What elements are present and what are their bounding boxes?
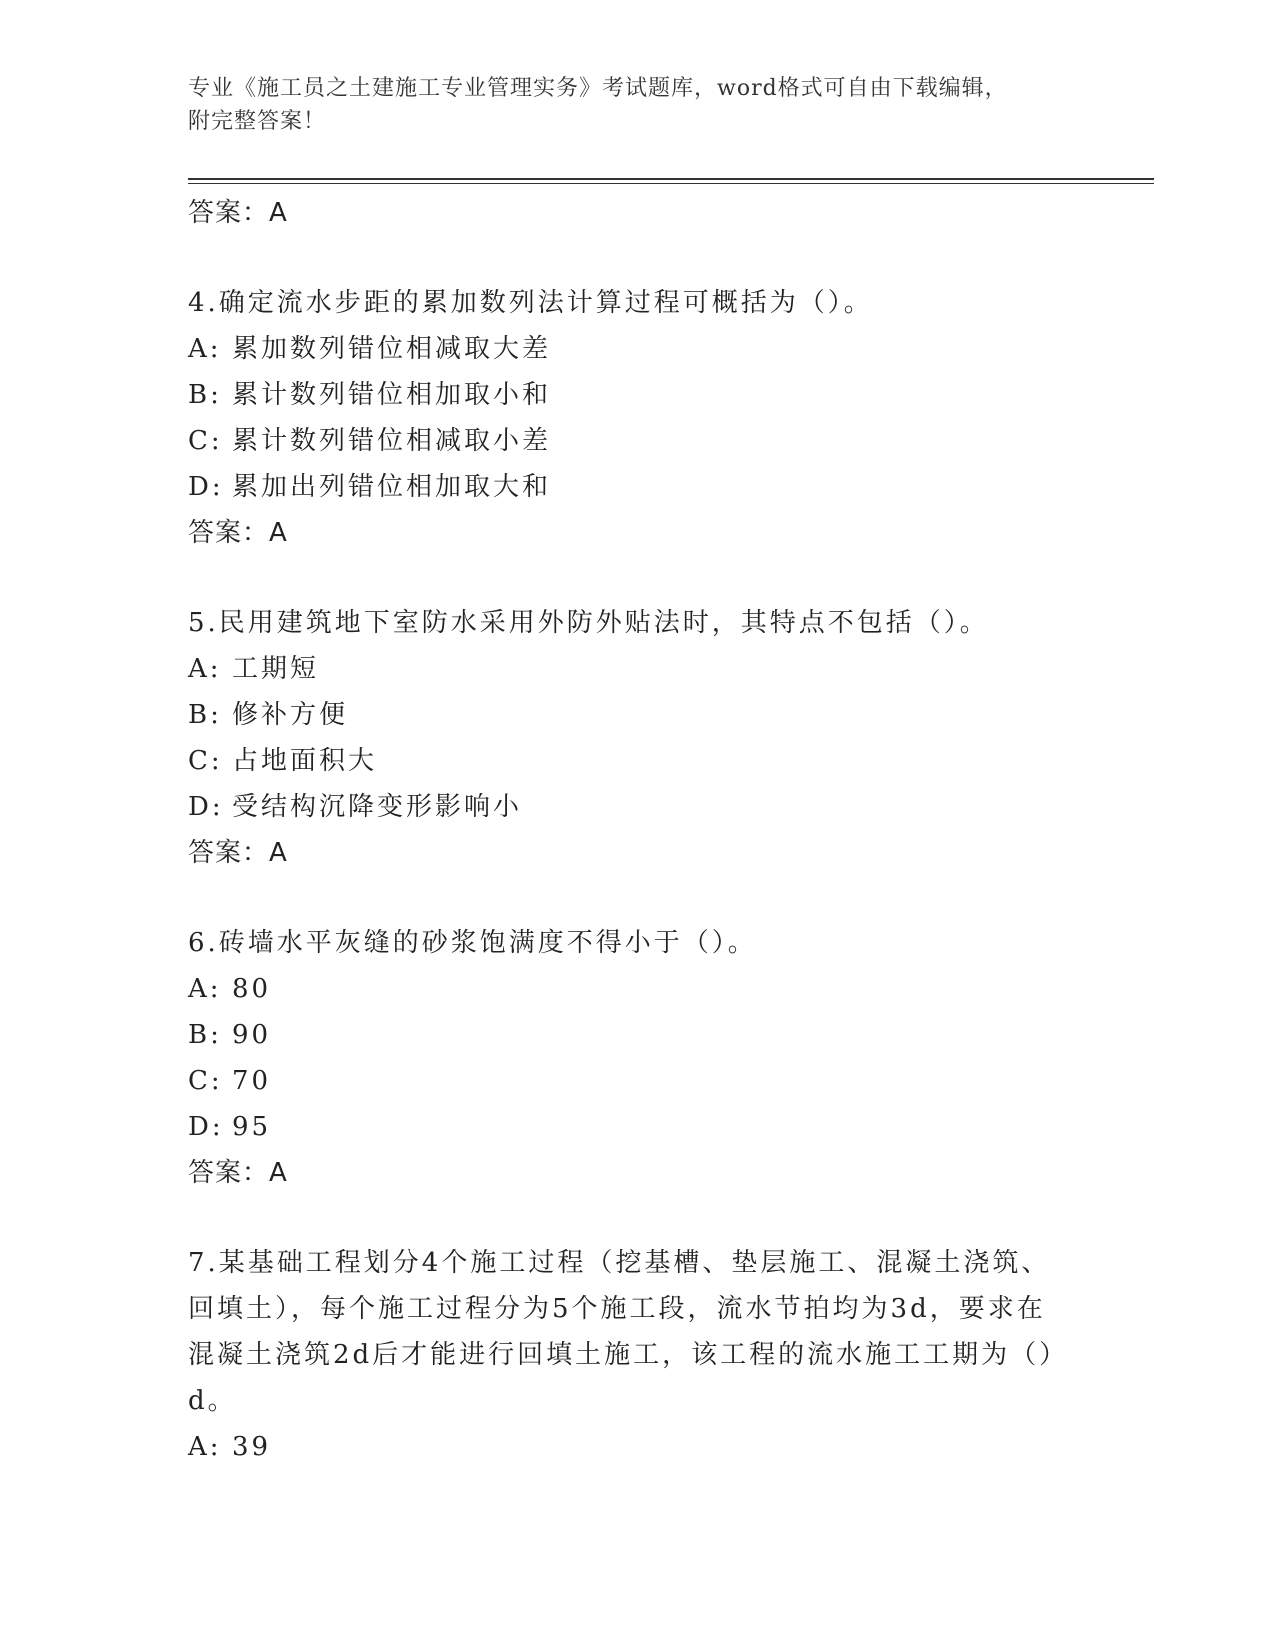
option-text: 39 — [232, 1432, 272, 1462]
question-stem: 5.民用建筑地下室防水采用外防外贴法时，其特点不包括（）。 — [188, 608, 989, 638]
option-a — [188, 1424, 1088, 1470]
option-key: A: — [188, 334, 222, 364]
question-stem: 4.确定流水步距的累加数列法计算过程可概括为（）。 — [188, 288, 873, 318]
header-divider-thick — [188, 178, 1154, 180]
question-item — [188, 1240, 1088, 1470]
option-a — [188, 326, 1088, 372]
option-c — [188, 738, 1088, 784]
document-header: 专业《施工员之土建施工专业管理实务》考试题库，word格式可自由下载编辑， 附完整答案！ — [188, 76, 1008, 134]
option-key: A: — [188, 974, 222, 1004]
question-stem: 6.砖墙水平灰缝的砂浆饱满度不得小于（）。 — [188, 928, 757, 958]
option-key: D: — [188, 1112, 224, 1142]
option-key: B: — [188, 700, 222, 730]
option-text: 90 — [232, 1020, 272, 1050]
option-d — [188, 784, 1088, 830]
option-key: A: — [188, 654, 222, 684]
option-key: B: — [188, 1020, 222, 1050]
answer-line: 答案：A — [188, 518, 288, 548]
option-text: 80 — [232, 974, 272, 1004]
option-b — [188, 692, 1088, 738]
option-d — [188, 464, 1088, 510]
option-text: 累加数列错位相减取大差 — [232, 334, 552, 364]
option-key: C: — [188, 746, 223, 776]
option-text: 受结构沉降变形影响小 — [232, 792, 523, 822]
option-key: A: — [188, 1432, 222, 1462]
option-key: D: — [188, 472, 224, 502]
option-text: 修补方便 — [232, 700, 349, 730]
option-key: D: — [188, 792, 224, 822]
option-b — [188, 372, 1088, 418]
option-c — [188, 418, 1088, 464]
option-c — [188, 1058, 1088, 1104]
question-item — [188, 920, 1088, 1196]
question-stem: 7.某基础工程划分4个施工过程（挖基槽、垫层施工、混凝土浇筑、 回填土），每个施工过程分为5个施工段，流水节拍均为3d，要求在 混凝土浇筑2d后才能进行回填土施工，该工程的流水施工工期为（） d。 — [188, 1248, 1069, 1416]
option-b — [188, 1012, 1088, 1058]
option-a — [188, 966, 1088, 1012]
option-key: B: — [188, 380, 222, 410]
answer-line: 答案：A — [188, 838, 288, 868]
option-text: 累计数列错位相加取小和 — [232, 380, 552, 410]
option-text: 95 — [232, 1112, 272, 1142]
option-text: 占地面积大 — [232, 746, 378, 776]
header-divider-thin — [188, 183, 1154, 184]
question-item — [188, 280, 1088, 556]
option-key: C: — [188, 1066, 223, 1096]
answer-line: 答案：A — [188, 1158, 288, 1188]
option-key: C: — [188, 426, 223, 456]
option-text: 累加出列错位相加取大和 — [232, 472, 552, 502]
option-text: 70 — [232, 1066, 272, 1096]
option-d — [188, 1104, 1088, 1150]
option-text: 工期短 — [232, 654, 320, 684]
question-list — [188, 190, 1088, 1470]
option-a — [188, 646, 1088, 692]
option-text: 累计数列错位相减取小差 — [232, 426, 552, 456]
question-item — [188, 600, 1088, 876]
answer-line: 答案：A — [188, 198, 288, 228]
